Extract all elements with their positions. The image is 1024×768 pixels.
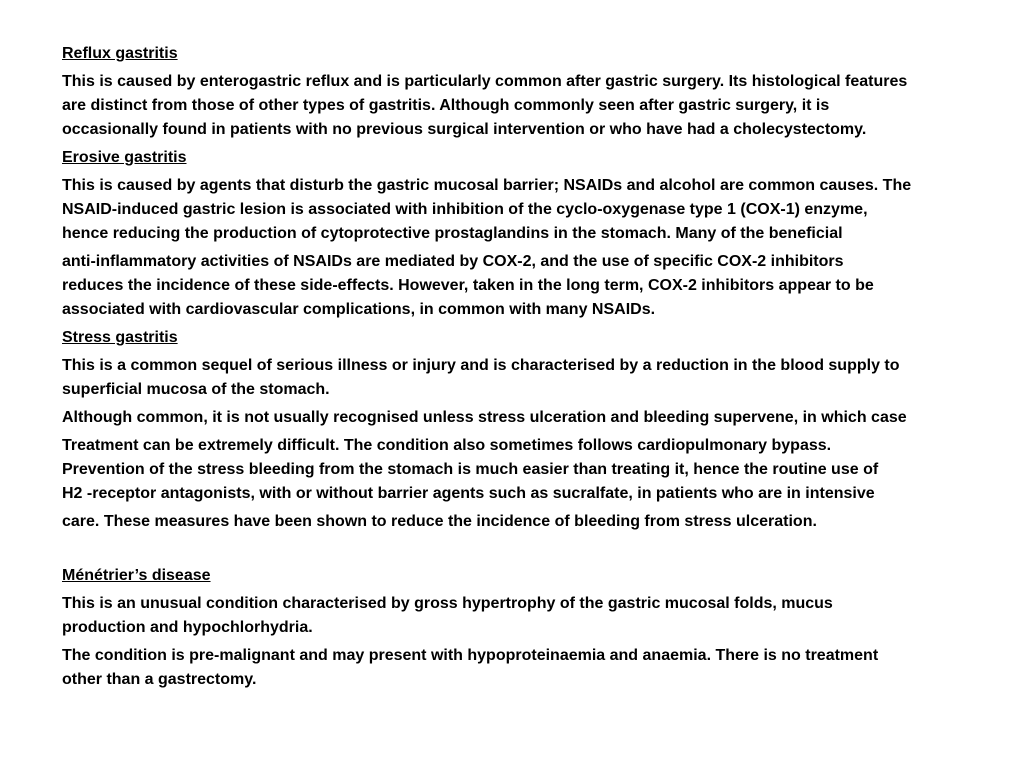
section-reflux-gastritis: [62, 42, 972, 142]
paragraph: [62, 510, 972, 534]
section-heading: Stress gastritis: [62, 329, 178, 346]
text-line: H2 -receptor antagonists, with or without barrier agents such as sucralfate, in patients who are in intensive: [62, 485, 875, 502]
paragraph: [62, 434, 972, 506]
text-line: Prevention of the stress bleeding from the stomach is much easier than treating it, hence the routine use of: [62, 461, 879, 478]
paragraph: [62, 592, 972, 640]
slide-content: [62, 42, 972, 696]
text-line: other than a gastrectomy.: [62, 671, 257, 688]
section-heading: Erosive gastritis: [62, 149, 187, 166]
text-line: anti-inflammatory activities of NSAIDs are mediated by COX-2, and the use of specific COX-2 inhibitors: [62, 253, 844, 270]
text-line: The condition is pre-malignant and may present with hypoproteinaemia and anaemia. There is no treatment: [62, 647, 879, 664]
section-heading: Reflux gastritis: [62, 45, 178, 62]
paragraph: [62, 354, 972, 402]
paragraph: [62, 644, 972, 692]
text-line: are distinct from those of other types of gastritis. Although commonly seen after gastric surgery, it is: [62, 97, 830, 114]
text-line: reduces the incidence of these side-effects. However, taken in the long term, COX-2 inhibitors appear to be: [62, 277, 874, 294]
text-line: associated with cardiovascular complications, in common with many NSAIDs.: [62, 301, 656, 318]
text-line: This is caused by agents that disturb the gastric mucosal barrier; NSAIDs and alcohol are common causes. The: [62, 177, 912, 194]
text-line: care. These measures have been shown to reduce the incidence of bleeding from stress ulceration.: [62, 513, 817, 530]
text-line: Treatment can be extremely difficult. The condition also sometimes follows cardiopulmonary bypass.: [62, 437, 832, 454]
text-line: This is an unusual condition characterised by gross hypertrophy of the gastric mucosal folds, mucus: [62, 595, 833, 612]
paragraph: [62, 70, 972, 142]
text-line: hence reducing the production of cytoprotective prostaglandins in the stomach. Many of the beneficial: [62, 225, 843, 242]
text-line: Although common, it is not usually recognised unless stress ulceration and bleeding supervene, in which case: [62, 409, 907, 426]
section-heading: Ménétrier’s disease: [62, 567, 211, 584]
text-line: occasionally found in patients with no previous surgical intervention or who have had a cholecystectomy.: [62, 121, 867, 138]
paragraph: [62, 250, 972, 322]
spacer: [62, 538, 972, 564]
paragraph: [62, 406, 972, 430]
text-line: production and hypochlorhydria.: [62, 619, 313, 636]
text-line: This is a common sequel of serious illness or injury and is characterised by a reduction in the blood supply to: [62, 357, 900, 374]
section-menetriers-disease: [62, 564, 972, 692]
section-stress-gastritis: [62, 326, 972, 534]
text-line: superficial mucosa of the stomach.: [62, 381, 330, 398]
text-line: This is caused by enterogastric reflux and is particularly common after gastric surgery. Its histological features: [62, 73, 908, 90]
paragraph: [62, 174, 972, 246]
section-erosive-gastritis: [62, 146, 972, 322]
text-line: NSAID-induced gastric lesion is associated with inhibition of the cyclo-oxygenase type 1 (COX-1) enzyme,: [62, 201, 868, 218]
